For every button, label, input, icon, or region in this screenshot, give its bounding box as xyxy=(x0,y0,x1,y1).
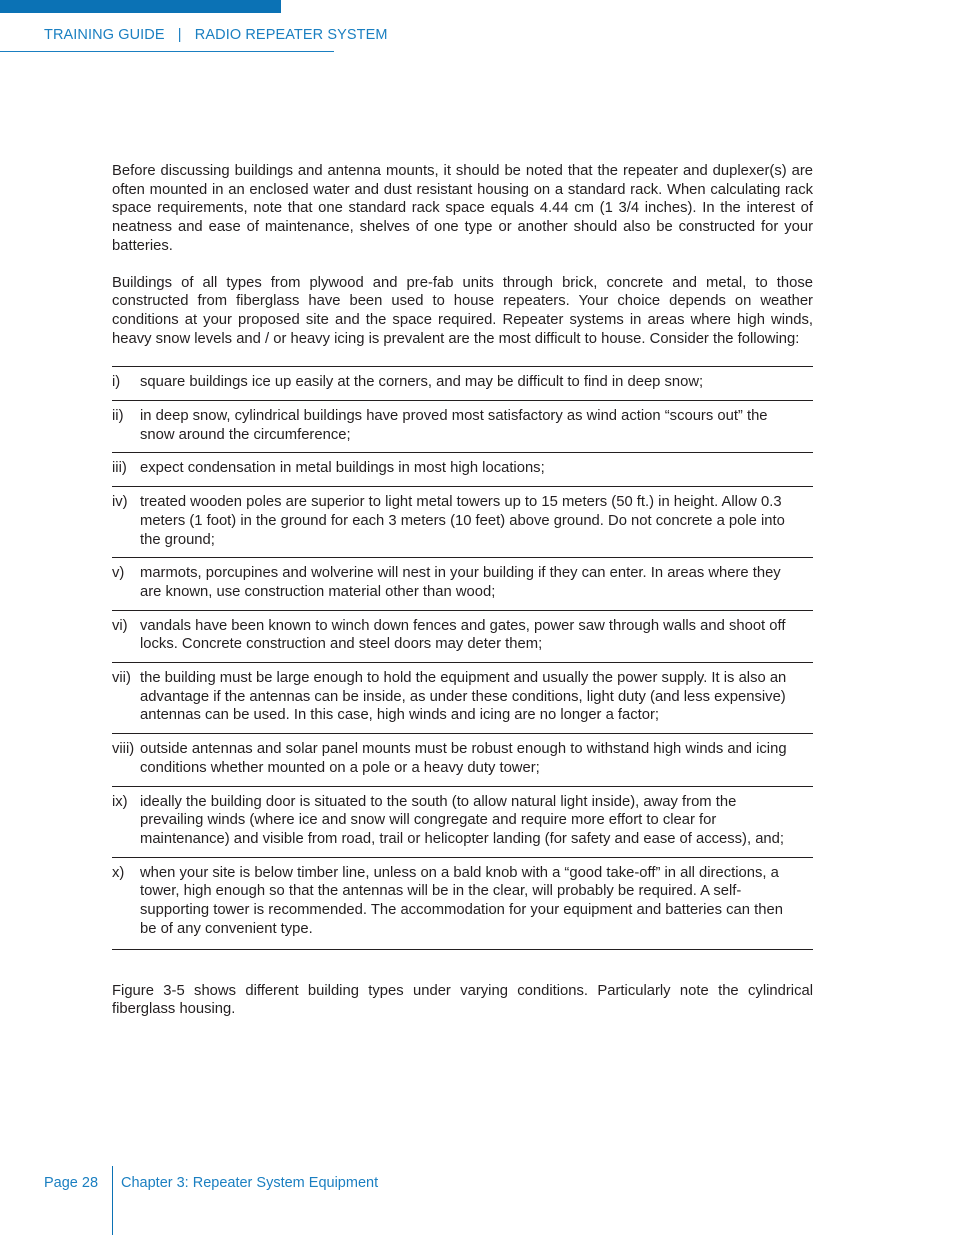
item-text: marmots, porcupines and wolverine will nest in your building if they can enter. In areas where they are known, use construction material other than wood; xyxy=(140,565,781,600)
list-item xyxy=(112,787,813,858)
list-item xyxy=(112,663,813,734)
item-number: vi) xyxy=(112,617,128,634)
item-number: iii) xyxy=(112,460,127,477)
item-text: outside antennas and solar panel mounts must be robust enough to withstand high winds and icing conditions whether mounted on a pole or a heavy duty tower; xyxy=(140,741,787,776)
intro-paragraph: Before discussing buildings and antenna mounts, it should be noted that the repeater and duplexer(s) are often mounted in an enclosed water and dust resistant housing on a standard rack. When calculating rack space requirements, note that one standard rack space equals 4.44 cm (1 3/4 inches). In the interest of neatness and ease of maintenance, shelves of one type or another should also be constructed for your batteries. xyxy=(112,163,813,254)
item-text: in deep snow, cylindrical buildings have proved most satisfactory as wind action “scours out” the snow around the circumference; xyxy=(140,408,768,443)
list-item xyxy=(112,858,813,950)
item-number: v) xyxy=(112,565,125,582)
list-item xyxy=(112,367,813,401)
buildings-paragraph: Buildings of all types from plywood and pre-fab units through brick, concrete and metal, to those constructed from fiberglass have been used to house repeaters. Your choice depends on weather conditions at your proposed site and the space required. Repeater systems in areas where high winds, heavy snow levels and / or heavy icing is prevalent are the most difficult to house. Consider the following: xyxy=(112,274,813,347)
header-rule xyxy=(0,51,334,52)
list-item xyxy=(112,401,813,453)
header-accent-bar xyxy=(0,0,281,13)
page-number: Page 28 xyxy=(44,1175,99,1191)
list-item xyxy=(112,734,813,786)
header-title: RADIO REPEATER SYSTEM xyxy=(194,27,388,43)
footer-rule xyxy=(112,1166,113,1235)
item-text: the building must be large enough to hold the equipment and usually the power supply. It is also an advantage if the antennas can be inside, as under these conditions, light duty (and less expensive) antennas can be used. In this case, high winds and icing are no longer a factor; xyxy=(140,670,787,724)
item-text: square buildings ice up easily at the corners, and may be difficult to find in deep snow; xyxy=(140,374,704,391)
list-item xyxy=(112,611,813,663)
list-item xyxy=(112,453,813,487)
item-text: treated wooden poles are superior to light metal towers up to 15 meters (50 ft.) in height. Allow 0.3 meters (1 foot) in the ground for each 3 meters (10 feet) above ground. Do not concrete a pole into the ground; xyxy=(140,494,785,548)
closing-paragraph: Figure 3-5 shows different building types under varying conditions. Particularly note the cylindrical fiberglass housing. xyxy=(112,982,813,1018)
item-text: when your site is below timber line, unless on a bald knob with a “good take-off” in all directions, a tower, high enough so that the antennas will be in the clear, will probably be required. A self-supporting tower is recommended. The accommodation for your equipment and batteries can then be of any convenient type. xyxy=(140,864,783,937)
item-number: x) xyxy=(112,864,125,881)
running-header xyxy=(44,27,388,43)
item-number: i) xyxy=(112,374,121,391)
considerations-list xyxy=(112,366,813,949)
page-body xyxy=(112,162,813,1019)
item-text: expect condensation in metal buildings in most high locations; xyxy=(140,460,545,477)
list-item xyxy=(112,558,813,610)
chapter-title: Chapter 3: Repeater System Equipment xyxy=(121,1175,379,1191)
item-number: vii) xyxy=(112,670,131,687)
list-item xyxy=(112,487,813,558)
header-separator: | xyxy=(177,27,182,43)
item-number: ii) xyxy=(112,408,124,425)
item-number: viii) xyxy=(112,741,135,758)
header-section: TRAINING GUIDE xyxy=(44,27,165,43)
item-number: ix) xyxy=(112,793,128,810)
item-text: vandals have been known to winch down fences and gates, power saw through walls and shoot off locks. Concrete construction and steel doors may deter them; xyxy=(140,617,786,653)
item-number: iv) xyxy=(112,494,128,511)
item-text: ideally the building door is situated to the south (to allow natural light inside), away from the prevailing winds (where ice and snow will congregate and require more effort to clear for maintenance) and visible from road, trail or helicopter landing (for safety and ease of access), and; xyxy=(140,793,785,847)
